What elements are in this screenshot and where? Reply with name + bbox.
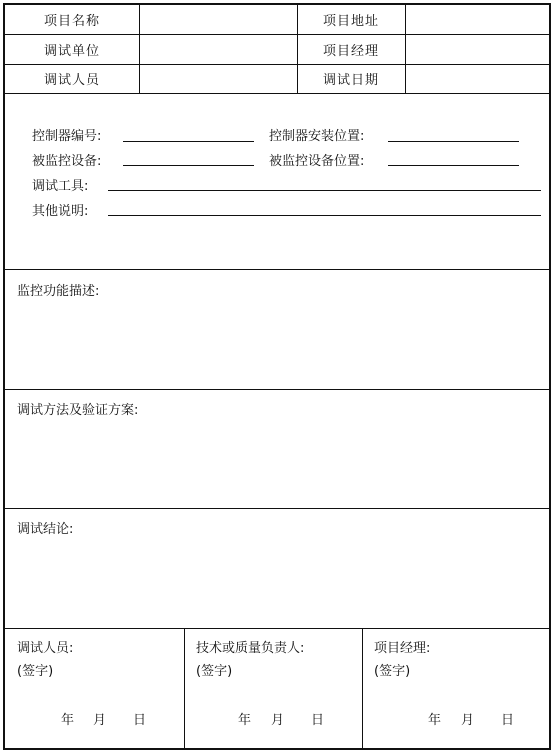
method-label: 调试方法及验证方案: [17, 403, 139, 418]
debug-personnel-label: 调试人员 [43, 73, 100, 88]
other-notes-label: 其他说明: [32, 204, 89, 219]
row-divider [5, 93, 549, 94]
debug-unit-label: 调试单位 [43, 43, 100, 59]
month-label: 月 [461, 713, 475, 728]
monitored-device-label: 被监控设备: [32, 154, 102, 169]
conclusion-area[interactable] [7, 540, 547, 624]
monitored-device-location-field[interactable] [388, 165, 519, 166]
sign-debug-personnel-label: 调试人员: [17, 641, 74, 656]
debug-tools-field[interactable] [108, 190, 541, 191]
debug-unit-value[interactable] [141, 36, 295, 62]
debug-record-form [3, 3, 551, 750]
year-label: 年 [238, 713, 252, 728]
controller-location-label: 控制器安装位置: [269, 129, 365, 144]
project-manager-label: 项目经理 [322, 43, 379, 59]
sign-label: (签字) [374, 664, 411, 679]
sign-label: (签字) [196, 664, 233, 679]
method-area[interactable] [7, 421, 547, 505]
monitored-device-location-label: 被监控设备位置: [269, 154, 365, 169]
day-label: 日 [133, 713, 147, 728]
col-divider [362, 628, 363, 750]
sign-label: (签字) [17, 664, 54, 679]
debug-date-label: 调试日期 [322, 73, 379, 88]
month-label: 月 [93, 713, 107, 728]
conclusion-label: 调试结论: [17, 522, 74, 537]
controller-no-field[interactable] [123, 141, 254, 142]
col-divider [139, 5, 140, 93]
sign-tech-quality-label: 技术或质量负责人: [196, 641, 305, 656]
col-divider [184, 628, 185, 750]
project-name-value[interactable] [141, 6, 295, 32]
month-label: 月 [271, 713, 285, 728]
debug-tools-label: 调试工具: [32, 179, 89, 194]
year-label: 年 [61, 713, 75, 728]
section-divider [5, 628, 549, 629]
day-label: 日 [311, 713, 325, 728]
project-manager-value[interactable] [407, 36, 547, 62]
day-label: 日 [501, 713, 515, 728]
debug-personnel-value[interactable] [141, 66, 295, 92]
monitored-device-field[interactable] [123, 165, 254, 166]
function-desc-label: 监控功能描述: [17, 284, 100, 299]
sign-project-manager-label: 项目经理: [374, 641, 431, 656]
section-divider [5, 389, 549, 390]
other-notes-field[interactable] [108, 215, 541, 216]
project-address-label: 项目地址 [322, 14, 379, 29]
project-address-value[interactable] [407, 6, 547, 32]
section-divider [5, 508, 549, 509]
col-divider [405, 5, 406, 93]
year-label: 年 [428, 713, 442, 728]
controller-no-label: 控制器编号: [32, 129, 102, 144]
section-divider [5, 269, 549, 270]
function-desc-area[interactable] [7, 301, 547, 385]
controller-location-field[interactable] [388, 141, 519, 142]
project-name-label: 项目名称 [43, 14, 100, 29]
debug-date-value[interactable] [407, 66, 547, 92]
